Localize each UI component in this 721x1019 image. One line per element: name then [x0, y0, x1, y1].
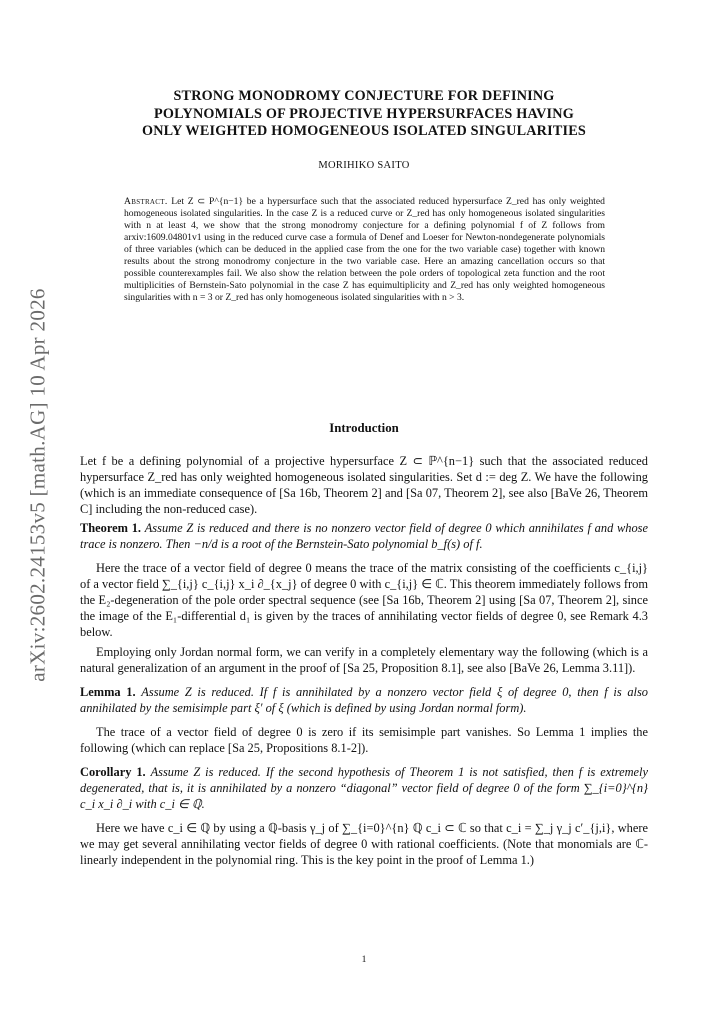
corollary-text: Assume Z is reduced. If the second hypothesis of Theorem 1 is not satisfied, then f is extremely degenerated, that is, it is annihilated by a nonzero “diagonal” vector field of degree 0 of the form ∑_{i=0}^{n} c_i x_i ∂_i with c_i ∈ ℚ.: [80, 764, 649, 811]
lemma: [80, 684, 648, 716]
paper-body: [80, 453, 648, 876]
theorem-label: Theorem 1.: [80, 521, 141, 536]
abstract-label: Abstract.: [124, 196, 168, 207]
paragraph: Here we have c_i ∈ ℚ by using a ℚ-basis γ_j of ∑_{i=0}^{n} ℚ c_i ⊂ ℂ so that c_i = ∑_j γ_j c′_{j,i}, where we may get several annihilating vector fields of degree 0 with rational coefficients. (Note that monomials are ℂ-linearly independent in the polynomial ring. This is the key point in the proof of Lemma 1.): [80, 820, 648, 868]
abstract-text: Let Z ⊂ P^{n−1} be a hypersurface such that the associated reduced hypersurface Z_red has only weighted homogeneous isolated singularities. In the case Z is a reduced curve or Z_red has only homogeneous isolated singularities with n at least 4, we show that the strong monodromy conjecture for a defining polynomial f of Z follows from arxiv:1609.04801v1 using in the reduced curve case a formula of Denef and Loeser for Newton-nondegenerate polynomials of three variables (which can be deduced in the applied case from the one for the two variable case) together with known results about the strong monodromy conjecture in the two variable case. Here an amazing cancellation occurs so that possible counterexamples fail. We also show the relation between the pole orders of topological zeta function and the root multiplicities of Bernstein-Sato polynomial in the case Z has equimultiplicity and Z_red has only weighted homogeneous singularities with n = 3 or Z_red has only homogeneous isolated singularities with n > 3.: [124, 196, 605, 304]
paragraph: Let f be a defining polynomial of a projective hypersurface Z ⊂ ℙ^{n−1} such that the associated reduced hypersurface Z_red has only weighted homogeneous isolated singularities. Set d := deg Z. We have the following (which is an immediate consequence of [Sa 16b, Theorem 2] and [Sa 07, Theorem 2], see also [BaVe 26, Theorem C] including the non-reduced case).: [80, 454, 648, 517]
section-title: Introduction: [329, 421, 399, 435]
corollary-label: Corollary 1.: [80, 764, 146, 779]
corollary: [80, 764, 648, 812]
abstract: [124, 196, 605, 304]
arxiv-id-text: arXiv:2602.24153v5 [math.AG] 10 Apr 2026: [25, 288, 50, 682]
author-name: MORIHIKO SAITO: [318, 160, 410, 171]
title-line: STRONG MONODROMY CONJECTURE FOR DEFINING: [173, 88, 555, 104]
paragraph: Employing only Jordan normal form, we can verify in a completely elementary way the following (which is a natural generalization of an argument in the proof of [Sa 25, Proposition 8.1], see also [BaVe 26, Lemma 3.11]).: [80, 644, 648, 675]
paragraph: Here the trace of a vector field of degree 0 means the trace of the matrix consisting of the coefficients c_{i,j} of a vector field ∑_{i,j} c_{i,j} x_i ∂_{x_j} of degree 0 with c_{i,j} ∈ ℂ. This theorem immediately follows from the E₂-degeneration of the pole order spectral sequence (see [Sa 16b, Theorem 2] using [Sa 07, Theorem 2], since the image of the E₁-differential d₁ is given by the traces of annihilating vector fields of degree 0, see Remark 4.3 below.: [80, 561, 648, 640]
theorem: [80, 520, 648, 552]
title-line: POLYNOMIALS OF PROJECTIVE HYPERSURFACES HAVING: [154, 105, 574, 122]
paragraph: The trace of a vector field of degree 0 is zero if its semisimple part vanishes. So Lemma 1 implies the following (which can replace [Sa 25, Propositions 8.1-2]).: [80, 724, 648, 755]
lemma-text: Assume Z is reduced. If f is annihilated by a nonzero vector field ξ of degree 0, then f is also annihilated by the semisimple part ξ′ of ξ (which is defined by using Jordan normal form).: [80, 684, 648, 715]
arxiv-side-identifier: [18, 288, 58, 682]
theorem-text: Assume Z is reduced and there is no nonzero vector field of degree 0 which annihilates f and whose trace is nonzero. Then −n/d is a root of the Bernstein-Sato polynomial b_f(s) of f.: [80, 521, 648, 552]
paper-title: [90, 88, 638, 141]
lemma-label: Lemma 1.: [80, 684, 136, 699]
title-line: ONLY WEIGHTED HOMOGENEOUS ISOLATED SINGULARITIES: [141, 123, 586, 139]
page-number: 1: [361, 954, 367, 965]
